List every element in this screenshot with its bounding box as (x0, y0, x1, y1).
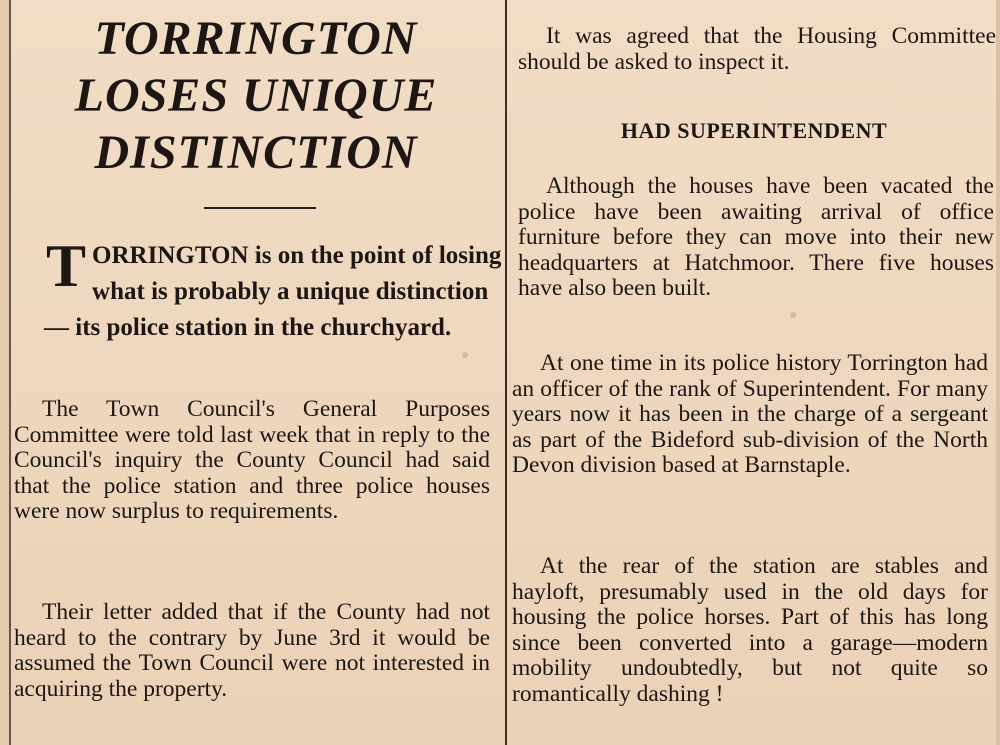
drop-cap: T (46, 233, 87, 299)
clipping-right-edge (996, 0, 1000, 745)
body-paragraph-5: At the rear of the station are stables and hayloft, presumably used in the old days for housing the police horses. Part of this has long since been converted into a garage—modern mobility undoubtedly, but not quite so romantically dashing ! (512, 553, 988, 707)
headline-divider (204, 207, 316, 209)
headline-line-2: LOSES UNIQUE (74, 69, 438, 122)
column-rule (505, 0, 507, 745)
clipping-edge-line (9, 0, 11, 745)
headline-line-1: TORRINGTON (94, 12, 418, 65)
body-paragraph-3: Although the houses have been vacated the police have been awaiting arrival of office furniture before they can move into their new headquarters at Hatchmoor. There five houses have also been built. (518, 173, 994, 301)
paper-smudge (462, 352, 468, 358)
right-column (512, 0, 996, 745)
subheading: HAD SUPERINTENDENT (620, 118, 888, 143)
body-paragraph-1: The Town Council's General Purposes Committee were told last week that in reply to the Council's inquiry the County Council had said that the police station and three police houses were now surplus to requirements. (14, 396, 490, 524)
body-paragraph-4: At one time in its police history Torrington had an officer of the rank of Superintendent. For many years now it has been in the charge of a sergeant as part of the Bideford sub-division of the North Devon division based at Barnstaple. (512, 350, 988, 478)
headline (14, 10, 498, 181)
paper-smudge (790, 312, 796, 318)
body-paragraph-2: Their letter added that if the County had not heard to the contrary by June 3rd it would be assumed the Town Council were not interested in acquiring the property. (14, 599, 490, 702)
lead-text: ORRINGTON is on the point of losing what is probably a unique distinction — its police station in the churchyard. (44, 242, 502, 341)
headline-line-3: DISTINCTION (94, 126, 418, 179)
continued-paragraph: It was agreed that the Housing Committee should be asked to inspect it. (518, 23, 996, 75)
lead-paragraph (44, 233, 510, 346)
left-column (14, 0, 502, 745)
